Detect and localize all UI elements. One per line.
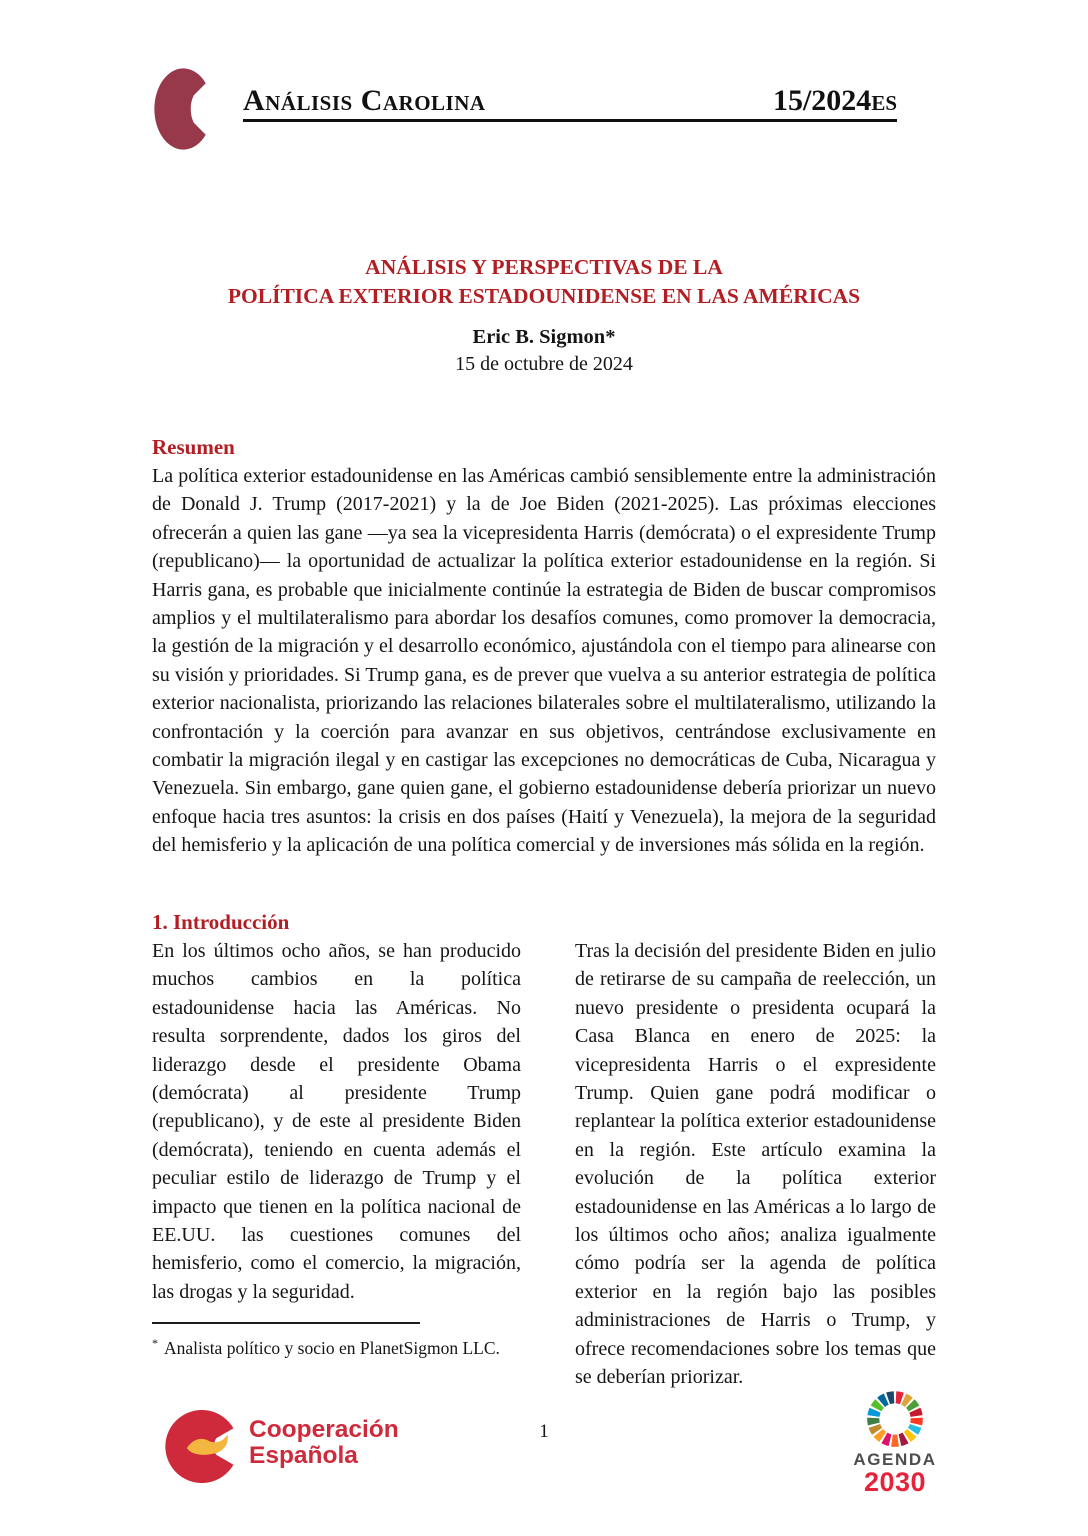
- right-column: [575, 937, 936, 1392]
- footnote: [152, 1335, 521, 1361]
- abstract-heading: Resumen: [152, 435, 235, 459]
- agenda-year-label: 2030: [863, 1467, 927, 1497]
- author-name: Eric B. Sigmon*: [472, 326, 616, 348]
- agenda-label: AGENDA: [853, 1450, 937, 1469]
- issue-number-suffix: ES: [871, 91, 897, 115]
- intro-left-paragraph: En los últimos ocho años, se han producido muchos cambios en la política estadounidense hacia las Américas. No resulta sorprendente, dados los giros del liderazgo desde el presidente Obama (demócrata) al presidente Trump (republicano), y de este al presidente Biden (demócrata), teniendo en cuenta además el peculiar estilo de liderazgo de Trump y el impacto que tienen en la política nacional de EE.UU. las cuestiones comunes del hemisferio, como el comercio, la migración, las drogas y la seguridad.: [152, 940, 521, 1303]
- cooperacion-espanola-logo-icon: [162, 1405, 245, 1488]
- coop-wordmark-line2: Española: [249, 1442, 358, 1469]
- header-rule: [243, 119, 897, 122]
- carolina-c-logo-icon: [154, 68, 212, 150]
- left-column: [152, 937, 521, 1361]
- footnote-marker: *: [152, 1336, 158, 1351]
- sdg-wheel-icon: [866, 1390, 924, 1448]
- document-title: [152, 253, 936, 311]
- document-title-line2: POLÍTICA EXTERIOR ESTADOUNIDENSE EN LAS AMÉRICAS: [227, 284, 861, 308]
- publication-date: 15 de octubre de 2024: [455, 353, 633, 375]
- issue-number-main: 15/2024: [772, 84, 872, 117]
- footnote-rule: [152, 1322, 420, 1324]
- abstract-text: La política exterior estadounidense en las Américas cambió sensiblemente entre la administración de Donald J. Trump (2017-2021) y la de Joe Biden (2021-2025). Las próximas elecciones ofrecerán a quien las gane —ya sea la vicepresidenta Harris (demócrata) o el expresidente Trump (republicano)— la oportunidad de actualizar la política exterior estadounidense en la región. Si Harris gana, es probable que inicialmente continúe la estrategia de Biden de buscar compromisos amplios y el multilateralismo para abordar los desafíos comunes, como promover la democracia, la gestión de la migración y el desarrollo económico, ajustándola con el tiempo para alinearse con su visión y prioridades. Si Trump gana, es de prever que vuelva a su anterior estrategia de política exterior nacionalista, priorizando las relaciones bilaterales sobre el multilateralismo, utilizando la confrontación y la coerción para avanzar en sus objetivos, centrándose exclusivamente en combatir la migración ilegal y en castigar las excepciones no democráticas de Cuba, Nicaragua y Venezuela. Sin embargo, gane quien gane, el gobierno estadounidense debería priorizar un nuevo enfoque hacia tres asuntos: la crisis en dos países (Haití y Venezuela), la mejora de la seguridad del hemisferio y la aplicación de una política comercial y de inversiones más sólida en la región.: [152, 465, 936, 857]
- document-title-line1: ANÁLISIS Y PERSPECTIVAS DE LA: [365, 255, 723, 279]
- page-number: 1: [539, 1421, 549, 1442]
- footnote-text: Analista político y socio en PlanetSigmon LLC.: [164, 1338, 500, 1359]
- two-column-body: [152, 937, 936, 1392]
- publication-name: Análisis Carolina: [243, 84, 486, 117]
- issue-number: [773, 84, 897, 118]
- agenda-2030-logo: [849, 1390, 941, 1496]
- section-1-heading: 1. Introducción: [152, 910, 290, 934]
- coop-wordmark-line1: Cooperación: [249, 1416, 399, 1443]
- intro-right-paragraph: Tras la decisión del presidente Biden en julio de retirarse de su campaña de reelección, un nuevo presidente o presidenta ocupará la Casa Blanca en enero de 2025: la vicepresidenta Harris o el expresidente Trump. Quien gane podrá modificar o replantear la política exterior estadounidense en la región. Este artículo examina la evolución de la política exterior estadounidense en las Américas a lo largo de los últimos ocho años; analiza igualmente cómo podría ser la agenda de política exterior en la región bajo las posibles administraciones de Harris o Trump, y ofrece recomendaciones sobre los temas que se deberían priorizar.: [575, 940, 936, 1389]
